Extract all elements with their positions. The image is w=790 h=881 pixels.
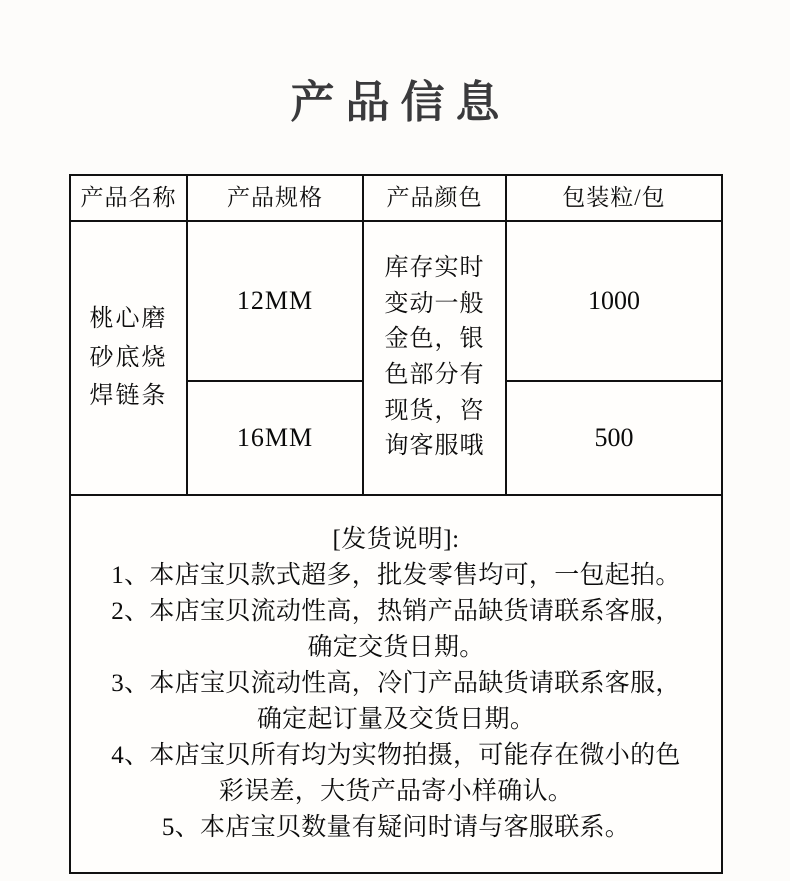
color-line-2: 变动一般 <box>384 290 485 317</box>
color-line-3: 金色，银 <box>384 326 485 353</box>
note-2-line-1: 2、本店宝贝流动性高，热销产品缺货请联系客服， <box>111 598 681 626</box>
product-name-line-1: 桃心磨 <box>89 305 168 332</box>
product-name-line-2: 砂底烧 <box>89 344 168 371</box>
list-item <box>71 738 721 810</box>
note-1-line-1: 1、本店宝贝款式超多，批发零售均可，一包起拍。 <box>111 562 681 590</box>
note-2-line-2: 确定交货日期。 <box>307 634 485 662</box>
header-product-name: 产品名称 <box>70 175 187 221</box>
header-product-spec: 产品规格 <box>187 175 363 221</box>
note-3-line-1: 3、本店宝贝流动性高，冷门产品缺货请联系客服， <box>111 670 681 698</box>
list-item <box>71 666 721 738</box>
cell-spec-12mm: 12MM <box>187 221 363 381</box>
cell-product-color <box>363 221 506 495</box>
color-line-6: 询客服哦 <box>384 433 485 460</box>
product-info-table <box>69 174 723 874</box>
note-4-line-2: 彩误差，大货产品寄小样确认。 <box>218 778 574 806</box>
list-item <box>71 594 721 666</box>
header-product-color: 产品颜色 <box>363 175 506 221</box>
shipping-notes-heading: [发货说明]: <box>332 525 460 553</box>
table-row <box>70 221 722 381</box>
note-5-line-1: 5、本店宝贝数量有疑问时请与客服联系。 <box>161 814 631 842</box>
color-line-5: 现货，咨 <box>384 397 485 424</box>
list-item <box>71 810 721 846</box>
product-name-line-3: 焊链条 <box>89 383 168 410</box>
cell-packing-500: 500 <box>506 381 722 495</box>
shipping-notes-row <box>70 495 722 873</box>
note-3-line-2: 确定起订量及交货日期。 <box>256 706 536 734</box>
color-line-1: 库存实时 <box>384 255 485 282</box>
cell-spec-16mm: 16MM <box>187 381 363 495</box>
header-packing: 包装粒/包 <box>506 175 722 221</box>
color-line-4: 色部分有 <box>384 362 485 388</box>
note-4-line-1: 4、本店宝贝所有均为实物拍摄，可能存在微小的色 <box>111 742 681 770</box>
cell-product-name <box>70 221 187 495</box>
list-item <box>71 558 721 594</box>
shipping-notes-list <box>71 558 721 846</box>
page-title: 产品信息 <box>290 78 511 127</box>
product-info-table-wrapper <box>69 174 721 874</box>
table-header-row <box>70 175 722 221</box>
cell-shipping-notes <box>70 495 722 873</box>
cell-packing-1000: 1000 <box>506 221 722 381</box>
